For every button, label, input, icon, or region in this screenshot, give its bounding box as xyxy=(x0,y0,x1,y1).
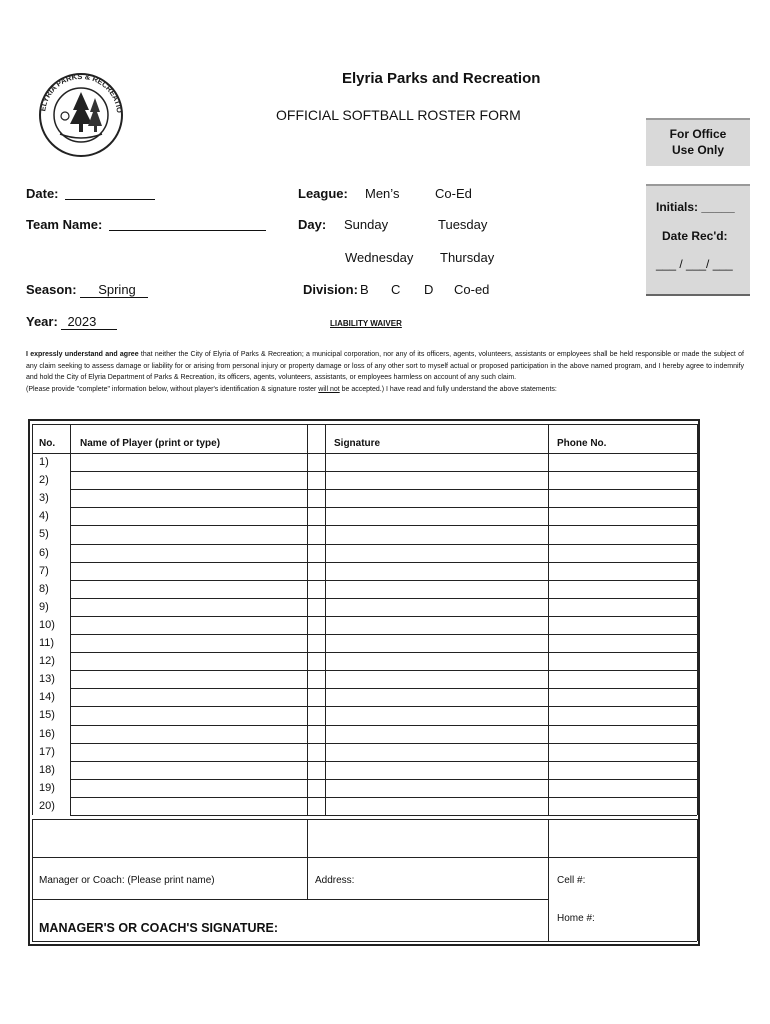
row-number: 17) xyxy=(39,745,55,758)
year-label: Year: xyxy=(26,314,58,329)
waiver-heading: LIABILITY WAIVER xyxy=(330,319,402,328)
office-use-title-text: For Office Use Only xyxy=(669,127,727,157)
table-row[interactable] xyxy=(71,599,697,616)
initials-label: Initials: _____ xyxy=(656,200,735,214)
row-number: 8) xyxy=(39,582,49,595)
row-number: 6) xyxy=(39,546,49,559)
row-number: 14) xyxy=(39,691,55,704)
table-row[interactable] xyxy=(71,798,697,815)
col-header-phone: Phone No. xyxy=(557,438,607,449)
row-number: 3) xyxy=(39,492,49,505)
division-option-c[interactable]: C xyxy=(391,282,401,297)
row-divider xyxy=(70,815,697,816)
division-option-d[interactable]: D xyxy=(424,282,434,297)
svg-text:ELYRIA PARKS & RECREATION DEPT: ELYRIA PARKS & RECREATIO xyxy=(38,72,124,114)
waiver-note-post: be accepted.) I have read and fully understand the above statements: xyxy=(339,385,557,393)
row-number: 20) xyxy=(39,799,55,812)
table-left-border xyxy=(32,424,33,815)
col-header-no: No. xyxy=(39,438,56,449)
table-top-border xyxy=(32,424,697,425)
date-recd-blank: ___ / ___/ ___ xyxy=(656,257,733,271)
cell-phone-label: Cell #: xyxy=(557,875,586,886)
division-option-b[interactable]: B xyxy=(360,282,369,297)
row-number: 2) xyxy=(39,474,49,487)
table-row[interactable] xyxy=(71,635,697,652)
table-row[interactable] xyxy=(71,689,697,706)
table-row[interactable] xyxy=(71,744,697,761)
manager-signature-label: MANAGER'S OR COACH'S SIGNATURE: xyxy=(39,921,279,935)
logo xyxy=(38,72,124,158)
table-right-border xyxy=(697,424,698,815)
year-value: 2023 xyxy=(61,314,117,330)
row-number: 7) xyxy=(39,564,49,577)
team-name-blank xyxy=(109,218,266,231)
league-option-coed[interactable]: Co-Ed xyxy=(435,186,472,201)
table-row[interactable] xyxy=(71,563,697,580)
grid-line xyxy=(32,819,33,857)
league-option-mens[interactable]: Men’s xyxy=(365,186,400,201)
table-row[interactable] xyxy=(71,726,697,743)
league-label: League: xyxy=(298,186,348,201)
office-use-box xyxy=(646,118,750,296)
table-row[interactable] xyxy=(71,454,697,471)
manager-name-label: Manager or Coach: (Please print name) xyxy=(39,875,215,886)
team-name-field[interactable] xyxy=(26,217,266,232)
row-number: 4) xyxy=(39,510,49,523)
table-row[interactable] xyxy=(71,707,697,724)
grid-line xyxy=(548,857,549,941)
waiver-lead: I expressly understand and agree xyxy=(26,351,139,358)
footer-mid xyxy=(32,899,548,900)
date-blank xyxy=(65,187,155,200)
grid-line xyxy=(307,857,308,899)
day-option-wednesday[interactable]: Wednesday xyxy=(345,250,414,265)
row-number: 19) xyxy=(39,781,55,794)
waiver-note-pre: (Please provide "complete" information below, without player's identification & signature roster xyxy=(26,385,319,393)
table-row[interactable] xyxy=(71,762,697,779)
waiver-body: that neither the City of Elyria of Parks & Recreation; a municipal corporation, nor any of its officers, agents, volunteers, assistants or employees shall be held responsible or made the subject of any claim seeking to assess damage or liability for or arising from personal injury or property damage or loss of any other sort to myself actual or proposed participation in the above named program, and I hereby agree to indemnify and hold the City of Elyria Department of Parks & Recreation, its officers, agents, volunteers, assistants, or employees harmless on account of any such claim. xyxy=(26,351,744,382)
grid-line xyxy=(32,857,33,941)
row-number: 1) xyxy=(39,456,49,468)
date-field[interactable] xyxy=(26,186,155,201)
season-value: Spring xyxy=(80,282,148,298)
table-row[interactable] xyxy=(71,617,697,634)
day-option-sunday[interactable]: Sunday xyxy=(344,217,389,232)
grid-line xyxy=(307,819,308,857)
row-number: 11) xyxy=(39,637,55,649)
season-field[interactable] xyxy=(26,282,148,298)
waiver-text xyxy=(26,349,744,395)
table-row[interactable] xyxy=(71,653,697,670)
col-header-name: Name of Player (print or type) xyxy=(80,438,221,449)
row-number: 16) xyxy=(39,727,55,740)
grid-line xyxy=(548,819,549,857)
date-label: Date: xyxy=(26,186,59,201)
table-row[interactable] xyxy=(71,581,697,598)
table-row[interactable] xyxy=(71,490,697,507)
office-use-title xyxy=(646,118,750,166)
table-row[interactable] xyxy=(71,472,697,489)
date-recd-label: Date Rec'd: xyxy=(662,229,728,243)
table-row[interactable] xyxy=(71,526,697,543)
grid-line xyxy=(697,857,698,941)
table-row[interactable] xyxy=(71,545,697,562)
row-number: 10) xyxy=(39,618,55,631)
address-label: Address: xyxy=(315,875,355,886)
table-row[interactable] xyxy=(71,780,697,797)
row-number: 9) xyxy=(39,600,49,613)
col-header-signature: Signature xyxy=(334,438,381,449)
year-field[interactable] xyxy=(26,314,117,330)
row-number: 12) xyxy=(39,655,55,668)
office-use-fields xyxy=(646,184,750,296)
row-number: 13) xyxy=(39,673,55,686)
logo-seal-icon xyxy=(38,72,124,158)
row-number: 5) xyxy=(39,528,49,541)
blank-block-top xyxy=(32,819,697,820)
division-option-coed[interactable]: Co-ed xyxy=(454,282,490,297)
division-label: Division: xyxy=(303,282,358,297)
footer-top xyxy=(32,857,697,858)
row-number: 18) xyxy=(39,763,55,776)
home-phone-label: Home #: xyxy=(557,913,595,924)
season-label: Season: xyxy=(26,282,77,297)
org-title: Elyria Parks and Recreation xyxy=(342,70,541,87)
day-option-tuesday[interactable]: Tuesday xyxy=(438,217,488,232)
waiver-note-emphasis: will not xyxy=(318,385,340,393)
team-name-label: Team Name: xyxy=(26,217,103,232)
footer-bottom xyxy=(32,941,697,942)
day-option-thursday[interactable]: Thursday xyxy=(440,250,495,265)
day-label: Day: xyxy=(298,217,327,232)
row-number: 15) xyxy=(39,709,55,722)
form-title: OFFICIAL SOFTBALL ROSTER FORM xyxy=(276,107,521,123)
table-row[interactable] xyxy=(71,671,697,688)
grid-line xyxy=(697,819,698,857)
table-row[interactable] xyxy=(71,508,697,525)
